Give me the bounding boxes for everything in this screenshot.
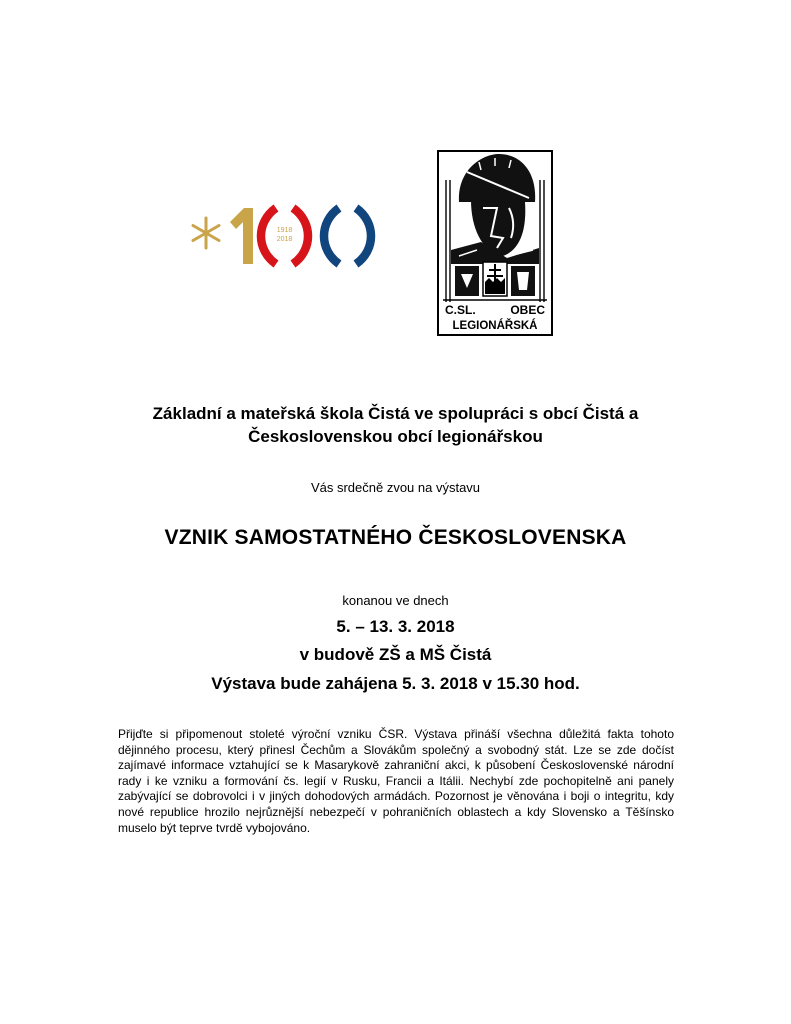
legion-community-logo xyxy=(437,150,553,336)
intro-heading xyxy=(0,402,791,448)
exhibition-title: VZNIK SAMOSTATNÉHO ČESKOSLOVENSKA xyxy=(164,526,627,549)
subtitle-text: konanou ve dnech xyxy=(342,593,449,608)
centenary-100-logo xyxy=(186,196,384,276)
opening-info: Výstava bude zahájena 5. 3. 2018 v 15.30 hod. xyxy=(211,674,580,693)
invite-text: Vás srdečně zvou na výstavu xyxy=(310,480,481,495)
intro-line-1: Základní a mateřská škola Čistá ve spolupráci s obcí Čistá a xyxy=(152,404,639,423)
years-top: 1918 xyxy=(276,227,293,234)
legion-seal-text-obec: OBEC xyxy=(510,303,545,317)
intro-line-2: Československou obcí legionářskou xyxy=(248,427,543,446)
legion-seal-text-csl: C.SL. xyxy=(445,303,476,317)
digit-one xyxy=(230,208,253,264)
exhibition-dates: 5. – 13. 3. 2018 xyxy=(336,617,455,636)
legion-seal-text-legionarska: LEGIONÁŘSKÁ xyxy=(452,320,538,332)
coat-of-arms-icon xyxy=(455,262,535,296)
exhibition-place: v budově ZŠ a MŠ Čistá xyxy=(299,645,492,664)
description-paragraph: Přijďte si připomenout stoleté výroční vzniku ČSR. Výstava přináší všechna důležitá fakta tohoto dějinného procesu, který přinesl Čechům a Slovákům společný a svobodný stát. Lze se zde dočíst zajímavé informace vztahující se k Masarykově zahraniční akci, k působení Československé národní rady i ke vzniku a formování čs. legií v Rusku, Francii a Itálii. Nechybí zde pochopitelně ani panely zabývající se dobrovolci i v jiných dohodových armádách. Pozornost je věnována i boji o integritu, kdy nové republice hrozilo nejrůznější nebezpečí v pohraničních oblastech a kdy Slovensko a Těšínsko muselo být teprve tvrdě vybojováno. xyxy=(118,727,674,835)
asterisk-icon xyxy=(193,218,219,248)
blue-zero-parentheses xyxy=(324,208,371,264)
years-bottom: 2018 xyxy=(276,236,293,243)
